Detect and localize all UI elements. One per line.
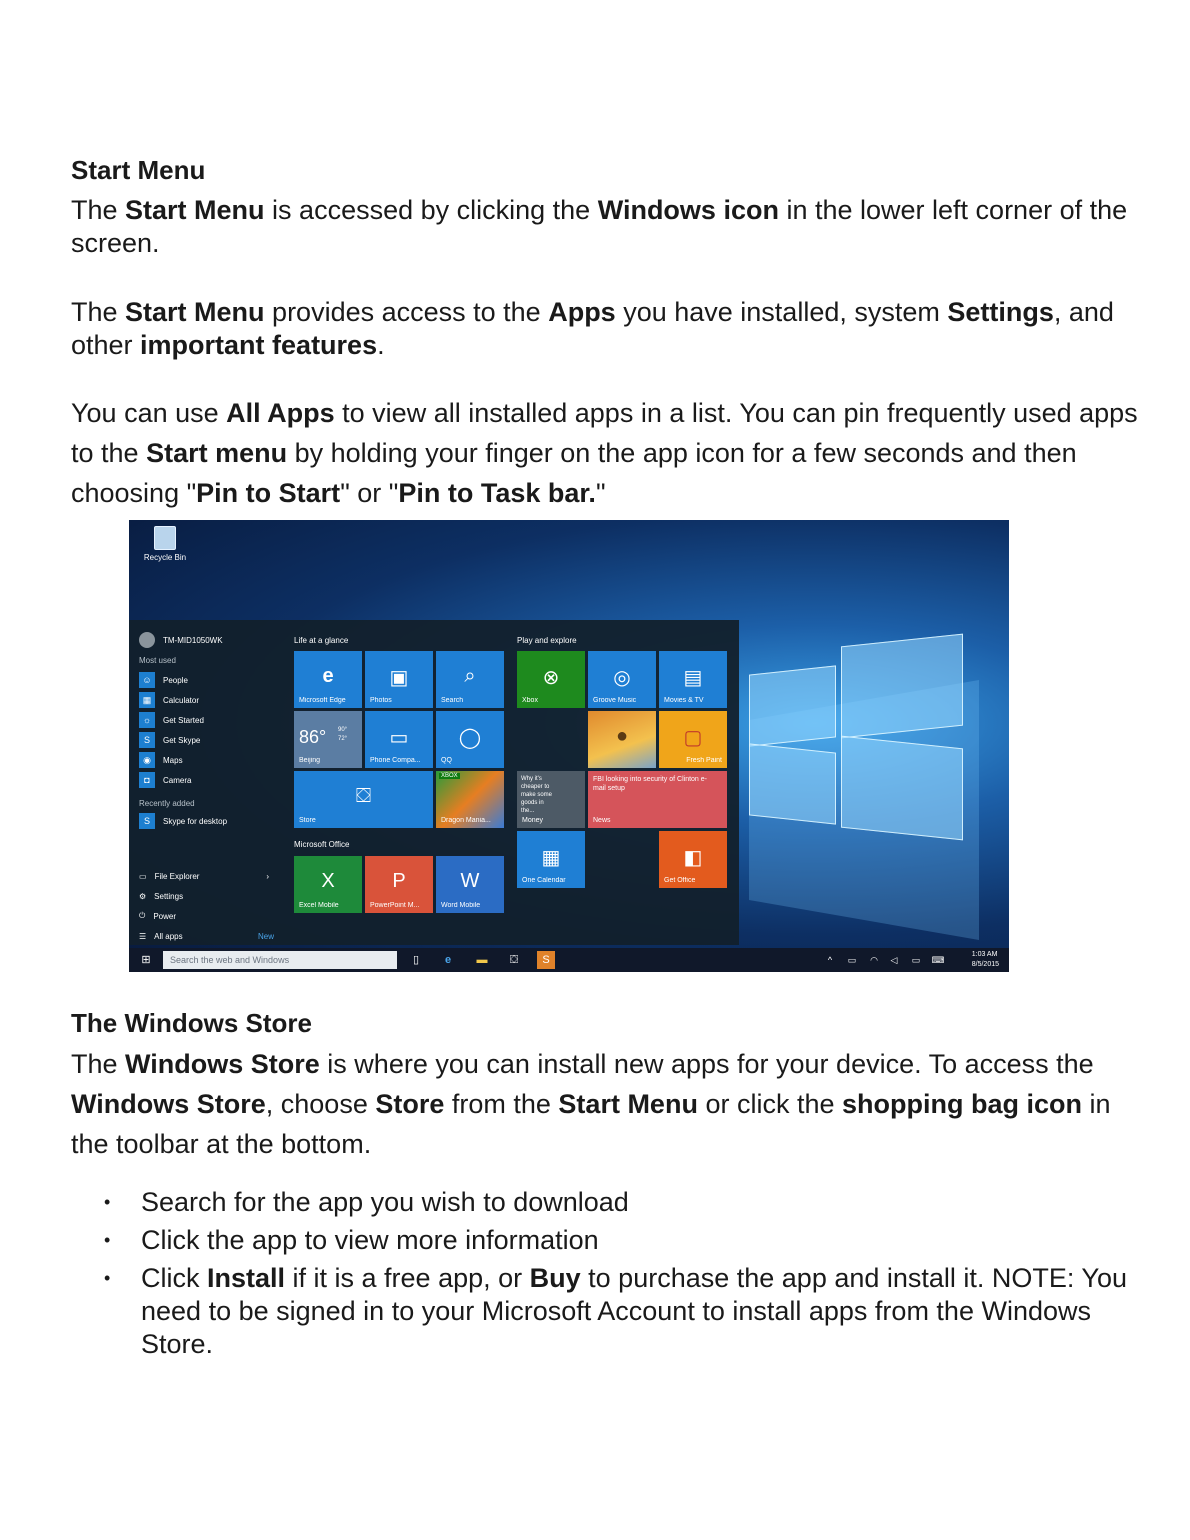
tile-label: Movies & TV (664, 697, 704, 704)
user-account[interactable] (139, 632, 223, 648)
app-get-started[interactable] (139, 712, 204, 728)
weather-temperature: 86° (299, 727, 327, 747)
windows-start-icon[interactable]: ⊞ (141, 954, 151, 966)
window-pane-tr (841, 634, 963, 739)
tile-money[interactable] (517, 771, 585, 828)
tile-label: Microsoft Edge (299, 697, 346, 704)
tile-excel-mobile[interactable] (294, 856, 362, 913)
item-label: All apps (154, 931, 183, 941)
skype-icon: S (139, 732, 155, 748)
tile-label: Search (441, 697, 464, 704)
list-item: • Click Install if it is a free app, or Buy to purchase the app and install it. NOTE: You need to be signed in to your Microsoft Account to install apps from the Windows Store. (104, 1263, 1127, 1359)
item-label: Settings (154, 891, 184, 901)
money-headline: Why it's cheaper to make some goods in the... (521, 776, 553, 814)
window-pane-tl (749, 665, 836, 746)
qq-penguin-icon: ◯ (458, 727, 482, 749)
search-icon: ⌕ (464, 665, 476, 687)
store-steps-list (104, 1186, 1144, 1366)
start-menu-panel (129, 620, 739, 945)
taskbar-search-box[interactable]: Search the web and Windows (163, 951, 397, 969)
recycle-bin-icon[interactable] (135, 526, 195, 562)
clock-time: 1:03 AM (971, 951, 998, 958)
power-item[interactable] (139, 908, 176, 924)
tile-movies-tv[interactable] (659, 651, 727, 708)
taskbar (129, 948, 1009, 972)
app-maps[interactable] (139, 752, 183, 768)
tile-news[interactable] (588, 771, 727, 828)
maps-icon: ◉ (139, 752, 155, 768)
edge-icon[interactable]: e (444, 954, 452, 966)
group-life-at-a-glance: Life at a glance (294, 636, 349, 645)
bullet: • (104, 1192, 111, 1212)
office-icon: ◧ (683, 847, 703, 869)
tile-label: Word Mobile (441, 902, 481, 909)
list-item (104, 1224, 1144, 1257)
tile-weather[interactable] (294, 711, 362, 768)
phone-icon: ▭ (389, 727, 409, 749)
recycle-bin-label: Recycle Bin (143, 553, 187, 562)
most-used-text: Most used (139, 655, 176, 665)
recently-added-label (139, 795, 195, 811)
lightbulb-icon: ☼ (139, 712, 155, 728)
task-view-icon[interactable]: ▯ (412, 954, 420, 966)
tile-label: Money (522, 817, 544, 824)
tile-store[interactable] (294, 771, 433, 828)
tile-dragon-mania[interactable] (436, 771, 504, 828)
item-label: Power (153, 911, 177, 921)
app-label: People (163, 675, 188, 685)
settings-item[interactable] (139, 888, 183, 904)
weather-low: 72° (338, 736, 348, 742)
skype-icon[interactable]: S (537, 951, 555, 969)
calendar-icon: ▦ (541, 847, 561, 869)
tile-label: Excel Mobile (299, 902, 339, 909)
bird-icon: ● (615, 725, 629, 747)
start-menu-left-column (129, 620, 279, 945)
tile-word-mobile[interactable] (436, 856, 504, 913)
tile-search[interactable] (436, 651, 504, 708)
bullet: • (104, 1268, 111, 1288)
all-apps-item[interactable] (139, 928, 274, 944)
folder-icon: ▭ (139, 871, 147, 881)
tile-powerpoint-mobile[interactable] (365, 856, 433, 913)
clock-date: 8/5/2015 (971, 961, 999, 968)
app-label: Camera (163, 775, 192, 785)
tile-xbox[interactable] (517, 651, 585, 708)
tile-label: Beijing (299, 757, 321, 764)
keyboard-icon[interactable]: ⌨ (931, 955, 945, 965)
recently-added-text: Recently added (139, 798, 195, 808)
tile-label: Phone Compa... (370, 757, 421, 764)
wifi-icon[interactable]: ◠ (870, 955, 878, 965)
tile-photos[interactable] (365, 651, 433, 708)
user-name: TM-MID1050WK (163, 635, 223, 645)
list-item (104, 1186, 1144, 1219)
tile-label: Store (299, 817, 316, 824)
power-icon: ⏻ (139, 911, 146, 920)
tile-label: Dragon Mania... (441, 817, 491, 824)
edge-icon: e (322, 665, 334, 687)
tile-one-calendar[interactable] (517, 831, 585, 888)
app-label: Calculator (163, 695, 200, 705)
app-label: Maps (163, 755, 183, 765)
app-skype-desktop[interactable] (139, 813, 227, 829)
photos-icon: ▣ (389, 667, 409, 689)
app-label: Get Started (163, 715, 204, 725)
word-icon: W (460, 870, 480, 892)
tile-label: News (593, 817, 611, 824)
app-calculator[interactable] (139, 692, 199, 708)
skype-icon: S (139, 813, 155, 829)
chevron-right-icon: › (266, 871, 269, 881)
gear-icon: ⚙ (139, 891, 147, 901)
tile-groove-music[interactable] (588, 651, 656, 708)
user-avatar-icon (139, 632, 155, 648)
start-menu-heading: Start Menu (71, 155, 206, 185)
taskbar-clock[interactable] (972, 950, 999, 970)
app-camera[interactable] (139, 772, 191, 788)
tile-label: Xbox (522, 697, 538, 704)
window-pane-bl (749, 743, 836, 824)
groove-icon: ◎ (613, 667, 631, 689)
weather-high: 90° (338, 727, 348, 733)
list-icon: ☰ (139, 931, 147, 941)
list-item-text: Search for the app you wish to download (141, 1187, 629, 1217)
news-headline: FBI looking into security of Clinton e-mail setup (593, 776, 707, 792)
powerpoint-icon: P (392, 870, 406, 892)
window-pane-br (841, 736, 963, 841)
windows-store-heading: The Windows Store (71, 1008, 312, 1038)
group-microsoft-office: Microsoft Office (294, 840, 350, 849)
tile-label: Get Office (664, 877, 696, 884)
battery-icon[interactable]: ▭ (847, 955, 857, 965)
item-label: File Explorer (154, 871, 200, 881)
people-icon: ☺ (139, 672, 155, 688)
group-play-and-explore: Play and explore (517, 636, 577, 645)
bullet: • (104, 1230, 111, 1250)
most-used-label (139, 652, 176, 668)
camera-icon: ◘ (139, 772, 155, 788)
tile-microsoft-edge[interactable] (294, 651, 362, 708)
tile-phone-companion[interactable] (365, 711, 433, 768)
action-center-icon[interactable]: ▭ (911, 955, 921, 965)
start-menu-screenshot (129, 520, 1009, 972)
xbox-badge: XBOX (441, 773, 458, 779)
tile-get-office[interactable] (659, 831, 727, 888)
tile-label: PowerPoint M... (370, 902, 420, 909)
calculator-icon: ▦ (139, 692, 155, 708)
tile-label: One Calendar (522, 877, 566, 884)
app-get-skype[interactable] (139, 732, 200, 748)
windows-store-paragraph: The Windows Store is where you can install new apps for your device. To access the Windows Store, choose Store from the Start Menu or click the shopping bag icon in the toolbar at the bottom. (71, 1049, 1111, 1159)
volume-icon[interactable]: ◁ (890, 955, 898, 965)
new-badge: New (257, 931, 274, 941)
shopping-bag-icon[interactable]: ⛋ (509, 954, 519, 966)
file-explorer-item[interactable] (139, 868, 269, 884)
shopping-bag-icon: ⛋ (355, 785, 372, 807)
app-people[interactable] (139, 672, 188, 688)
start-menu-paragraph-1: The Start Menu is accessed by clicking the Windows icon in the lower left corner of the screen. (71, 195, 1128, 258)
folder-icon[interactable]: ▬ (476, 954, 488, 966)
clapperboard-icon: ▤ (683, 667, 703, 689)
tile-game-art[interactable] (588, 711, 656, 768)
easel-icon: ▢ (683, 727, 703, 749)
tile-label: Fresh Paint (686, 757, 722, 764)
chevron-up-icon[interactable]: ^ (827, 955, 833, 965)
app-label: Skype for desktop (163, 816, 228, 826)
tile-label: QQ (441, 757, 452, 764)
excel-icon: X (321, 870, 335, 892)
app-label: Get Skype (163, 735, 201, 745)
list-item-text: Click the app to view more information (141, 1225, 599, 1255)
start-menu-paragraph-3: You can use All Apps to view all installed apps in a list. You can pin frequently used apps to the Start menu by holding your finger on the app icon for a few seconds and then choosing "Pin to Start" or "Pin to Task bar." (71, 398, 1138, 508)
start-menu-paragraph-2: The Start Menu provides access to the Apps you have installed, system Settings, and other important features. (71, 297, 1114, 360)
recycle-bin-glyph (154, 526, 176, 550)
tile-qq[interactable] (436, 711, 504, 768)
xbox-icon: ⊗ (542, 667, 560, 689)
tile-label: Photos (370, 697, 392, 704)
tile-label: Groove Music (593, 697, 637, 704)
tile-fresh-paint[interactable] (659, 711, 727, 768)
